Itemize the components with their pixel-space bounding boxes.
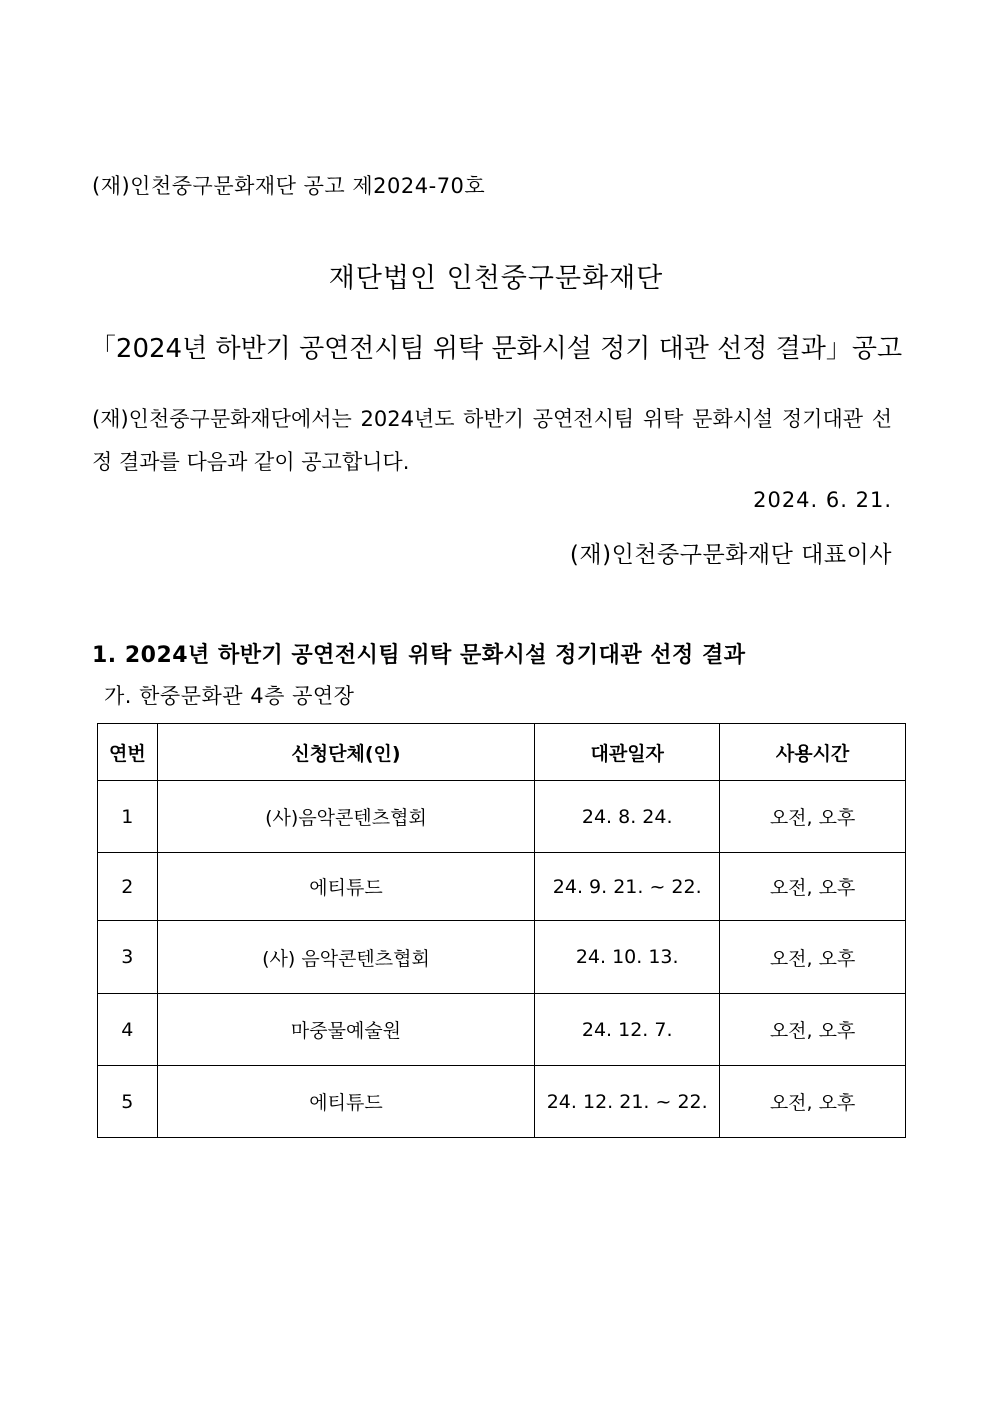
cell-number: 4: [98, 994, 158, 1066]
header-usage-time: 사용시간: [720, 724, 906, 781]
table-row: [98, 1066, 906, 1138]
header-number: 연번: [98, 724, 158, 781]
cell-applicant: 마중물예술원: [157, 994, 535, 1066]
cell-rental-date: 24. 8. 24.: [535, 781, 720, 853]
announcement-body: (재)인천중구문화재단에서는 2024년도 하반기 공연전시팀 위탁 문화시설 정기대관 선정 결과를 다음과 같이 공고합니다.: [92, 407, 892, 474]
signer: (재)인천중구문화재단 대표이사: [569, 542, 892, 568]
table-row: [98, 853, 906, 921]
cell-number: 5: [98, 1066, 158, 1138]
cell-number: 1: [98, 781, 158, 853]
header-rental-date: 대관일자: [535, 724, 720, 781]
cell-usage-time: 오전, 오후: [720, 994, 906, 1066]
cell-usage-time: 오전, 오후: [720, 781, 906, 853]
cell-rental-date: 24. 12. 7.: [535, 994, 720, 1066]
announcement-date: 2024. 6. 21.: [753, 488, 892, 512]
table-row: [98, 921, 906, 994]
cell-applicant: (사) 음악콘텐츠협회: [157, 921, 535, 994]
cell-rental-date: 24. 10. 13.: [535, 921, 720, 994]
cell-applicant: 에티튜드: [157, 853, 535, 921]
table-header-row: [98, 724, 906, 781]
subsection-heading: 가. 한중문화관 4층 공연장: [104, 684, 355, 708]
cell-number: 2: [98, 853, 158, 921]
announcement-title: 「2024년 하반기 공연전시팀 위탁 문화시설 정기 대관 선정 결과」공고: [89, 334, 903, 364]
cell-applicant: (사)음악콘텐츠협회: [157, 781, 535, 853]
cell-applicant: 에티튜드: [157, 1066, 535, 1138]
header-applicant: 신청단체(인): [157, 724, 535, 781]
cell-usage-time: 오전, 오후: [720, 1066, 906, 1138]
table-row: [98, 994, 906, 1066]
rental-results-table: [97, 723, 906, 1138]
cell-usage-time: 오전, 오후: [720, 853, 906, 921]
table-row: [98, 781, 906, 853]
cell-number: 3: [98, 921, 158, 994]
cell-rental-date: 24. 9. 21. ~ 22.: [535, 853, 720, 921]
cell-rental-date: 24. 12. 21. ~ 22.: [535, 1066, 720, 1138]
cell-usage-time: 오전, 오후: [720, 921, 906, 994]
announcement-number: (재)인천중구문화재단 공고 제2024-70호: [92, 174, 486, 198]
organization-title: 재단법인 인천중구문화재단: [328, 263, 664, 294]
section-heading: 1. 2024년 하반기 공연전시팀 위탁 문화시설 정기대관 선정 결과: [92, 643, 746, 668]
